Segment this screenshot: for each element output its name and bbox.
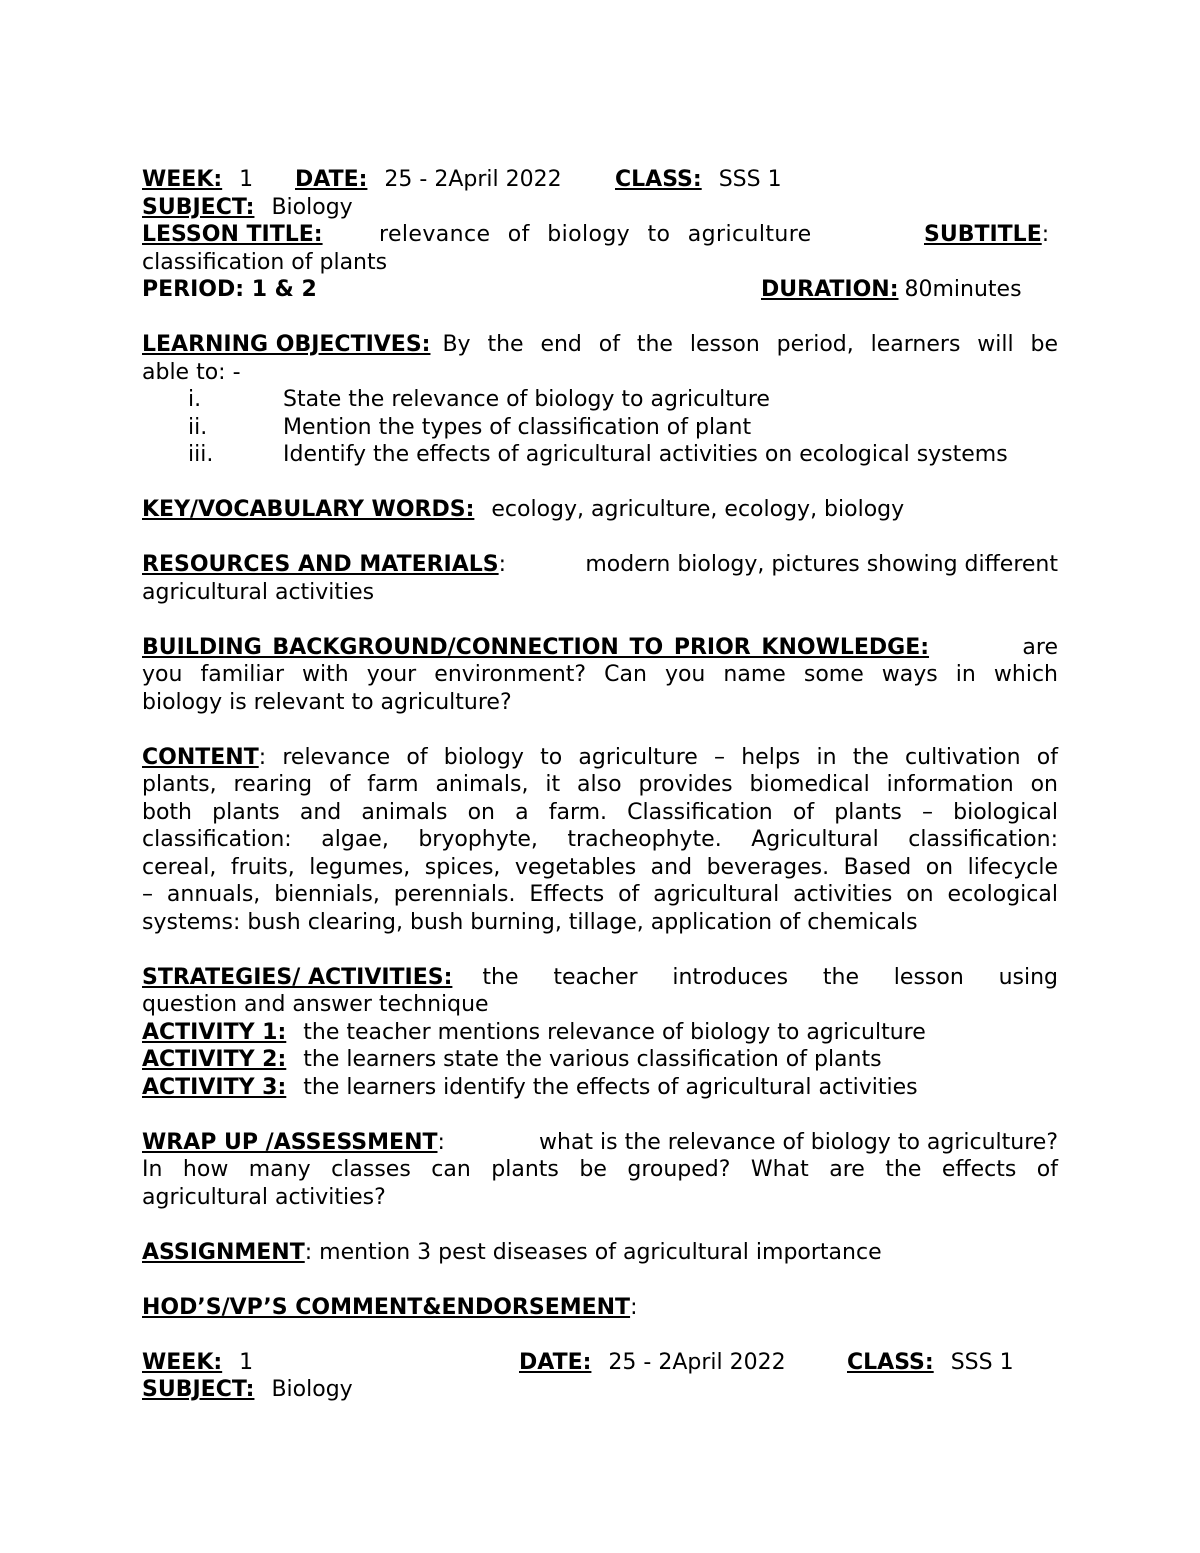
class-value: SSS 1 bbox=[718, 167, 782, 192]
endorsement-row bbox=[142, 1294, 1058, 1322]
content-line: systems: bush clearing, bush burning, tillage, application of chemicals bbox=[142, 909, 918, 935]
duration-label: DURATION: bbox=[761, 277, 899, 302]
wrapup-line2: In how many classes can plants be grouped? What are the effects of bbox=[142, 1157, 1058, 1182]
footer-subject-value: Biology bbox=[271, 1377, 353, 1402]
assignment-label: ASSIGNMENT bbox=[142, 1239, 305, 1265]
footer-date-label: DATE: bbox=[519, 1349, 592, 1375]
background-line3: biology is relevant to agriculture? bbox=[142, 689, 512, 715]
resources-line1: modern biology, pictures showing different bbox=[585, 552, 1058, 577]
footer-class-label: CLASS: bbox=[847, 1349, 934, 1375]
strategies-label: STRATEGIES/ ACTIVITIES: bbox=[142, 964, 453, 990]
vocabulary-row bbox=[142, 496, 1058, 524]
header-subtitle-row bbox=[142, 249, 1058, 277]
footer-subject-label: SUBJECT: bbox=[142, 1377, 255, 1402]
content-line: : relevance of biology to agriculture – helps in the cultivation of bbox=[258, 744, 1058, 770]
content-line-row bbox=[142, 826, 1058, 854]
activity-label: ACTIVITY 2: bbox=[142, 1047, 287, 1072]
wrapup-line2-row bbox=[142, 1156, 1058, 1184]
header-period-row bbox=[142, 276, 1058, 304]
content-line: plants, rearing of farm animals, it also provides biomedical information on bbox=[142, 772, 1058, 797]
content-line-row bbox=[142, 771, 1058, 799]
subtitle-colon: : bbox=[1041, 222, 1050, 247]
duration-value: 80minutes bbox=[904, 277, 1022, 302]
activity-row bbox=[142, 1019, 1058, 1047]
activity-label: ACTIVITY 3: bbox=[142, 1074, 287, 1100]
endorsement-colon: : bbox=[630, 1294, 638, 1320]
wrapup-label: WRAP UP /ASSESSMENT bbox=[142, 1129, 438, 1155]
content-line-row bbox=[142, 881, 1058, 909]
background-line3-row bbox=[142, 689, 1058, 717]
background-line2: you familiar with your environment? Can you name some ways in which bbox=[142, 662, 1058, 687]
assignment-value: : mention 3 pest diseases of agricultural importance bbox=[304, 1239, 882, 1265]
strategies-line2: question and answer technique bbox=[142, 992, 489, 1017]
objective-item bbox=[142, 386, 1058, 414]
background-row bbox=[142, 634, 1058, 662]
wrapup-line3: agricultural activities? bbox=[142, 1184, 386, 1210]
content-label: CONTENT bbox=[142, 744, 259, 770]
resources-colon: : bbox=[498, 552, 507, 577]
wrapup-line3-row bbox=[142, 1184, 1058, 1212]
footer-date-value: 25 - 2April 2022 bbox=[608, 1349, 786, 1375]
objectives-label: LEARNING OBJECTIVES: bbox=[142, 332, 431, 357]
objective-item-text: Identify the effects of agricultural activities on ecological systems bbox=[283, 442, 1008, 467]
objective-item-number: i. bbox=[188, 387, 202, 412]
content-row bbox=[142, 744, 1058, 772]
footer-class-value: SSS 1 bbox=[950, 1349, 1014, 1375]
content-line-row bbox=[142, 854, 1058, 882]
activity-label: ACTIVITY 1: bbox=[142, 1019, 287, 1045]
lesson-title-label: LESSON TITLE: bbox=[142, 222, 323, 247]
date-label: DATE: bbox=[295, 167, 368, 192]
objective-item-text: Mention the types of classification of plant bbox=[283, 414, 752, 440]
header-lesson-title-row bbox=[142, 221, 1058, 249]
objective-item-text: State the relevance of biology to agriculture bbox=[283, 387, 770, 412]
content-line-row bbox=[142, 909, 1058, 937]
wrapup-line1: what is the relevance of biology to agriculture? bbox=[539, 1129, 1058, 1155]
subtitle-value: classification of plants bbox=[142, 249, 388, 275]
objective-item bbox=[142, 414, 1058, 442]
objectives-intro-line2-row bbox=[142, 359, 1058, 387]
activity-text: the teacher mentions relevance of biology to agriculture bbox=[303, 1019, 926, 1045]
background-label: BUILDING BACKGROUND/CONNECTION TO PRIOR KNOWLEDGE: bbox=[142, 634, 930, 660]
resources-line2: agricultural activities bbox=[142, 579, 375, 605]
wrapup-row bbox=[142, 1129, 1058, 1157]
activity-text: the learners identify the effects of agricultural activities bbox=[303, 1074, 918, 1100]
content-line: – annuals, biennials, perennials. Effects of agricultural activities on ecological bbox=[142, 882, 1058, 907]
strategies-line1: the teacher introduces the lesson using bbox=[482, 964, 1058, 990]
objectives-intro-line2: able to: - bbox=[142, 359, 241, 385]
period-label: PERIOD: 1 & 2 bbox=[142, 277, 317, 302]
content-line: cereal, fruits, legumes, spices, vegetables and beverages. Based on lifecycle bbox=[142, 854, 1058, 880]
objectives-intro-line1: By the end of the lesson period, learners will be bbox=[442, 332, 1058, 357]
footer-subject-row bbox=[142, 1376, 1058, 1404]
content-line: both plants and animals on a farm. Classification of plants – biological bbox=[142, 799, 1058, 825]
endorsement-label: HOD’S/VP’S COMMENT&ENDORSEMENT bbox=[142, 1294, 631, 1320]
background-line1-tail: are bbox=[1022, 634, 1058, 660]
objective-item-number: iii. bbox=[188, 442, 214, 467]
resources-line2-row bbox=[142, 579, 1058, 607]
header-subject-row bbox=[142, 194, 1058, 222]
objective-item bbox=[142, 441, 1058, 469]
activity-text: the learners state the various classification of plants bbox=[303, 1047, 882, 1072]
footer-week-value: 1 bbox=[239, 1349, 254, 1375]
footer-week-row bbox=[142, 1349, 1058, 1377]
assignment-row bbox=[142, 1239, 1058, 1267]
week-label: WEEK: bbox=[142, 167, 223, 192]
resources-label: RESOURCES AND MATERIALS bbox=[142, 552, 499, 577]
class-label: CLASS: bbox=[615, 167, 702, 192]
week-value: 1 bbox=[239, 167, 254, 192]
lesson-title-value: relevance of biology to agriculture bbox=[379, 222, 812, 247]
subject-value: Biology bbox=[271, 194, 353, 220]
strategies-row bbox=[142, 964, 1058, 992]
objectives-row bbox=[142, 331, 1058, 359]
background-line2-row bbox=[142, 661, 1058, 689]
wrapup-colon: : bbox=[437, 1129, 445, 1155]
subject-label: SUBJECT: bbox=[142, 194, 255, 220]
subtitle-label: SUBTITLE bbox=[924, 222, 1042, 247]
header-week-row bbox=[142, 166, 1058, 194]
vocabulary-value: ecology, agriculture, ecology, biology bbox=[491, 497, 905, 522]
content-line-row bbox=[142, 799, 1058, 827]
resources-row bbox=[142, 551, 1058, 579]
objective-item-number: ii. bbox=[188, 414, 208, 440]
content-line: classification: algae, bryophyte, tracheophyte. Agricultural classification: bbox=[142, 827, 1058, 852]
date-value: 25 - 2April 2022 bbox=[384, 167, 562, 192]
activity-row bbox=[142, 1046, 1058, 1074]
vocabulary-label: KEY/VOCABULARY WORDS: bbox=[142, 497, 475, 522]
strategies-line2-row bbox=[142, 991, 1058, 1019]
footer-week-label: WEEK: bbox=[142, 1349, 223, 1375]
activity-row bbox=[142, 1074, 1058, 1102]
